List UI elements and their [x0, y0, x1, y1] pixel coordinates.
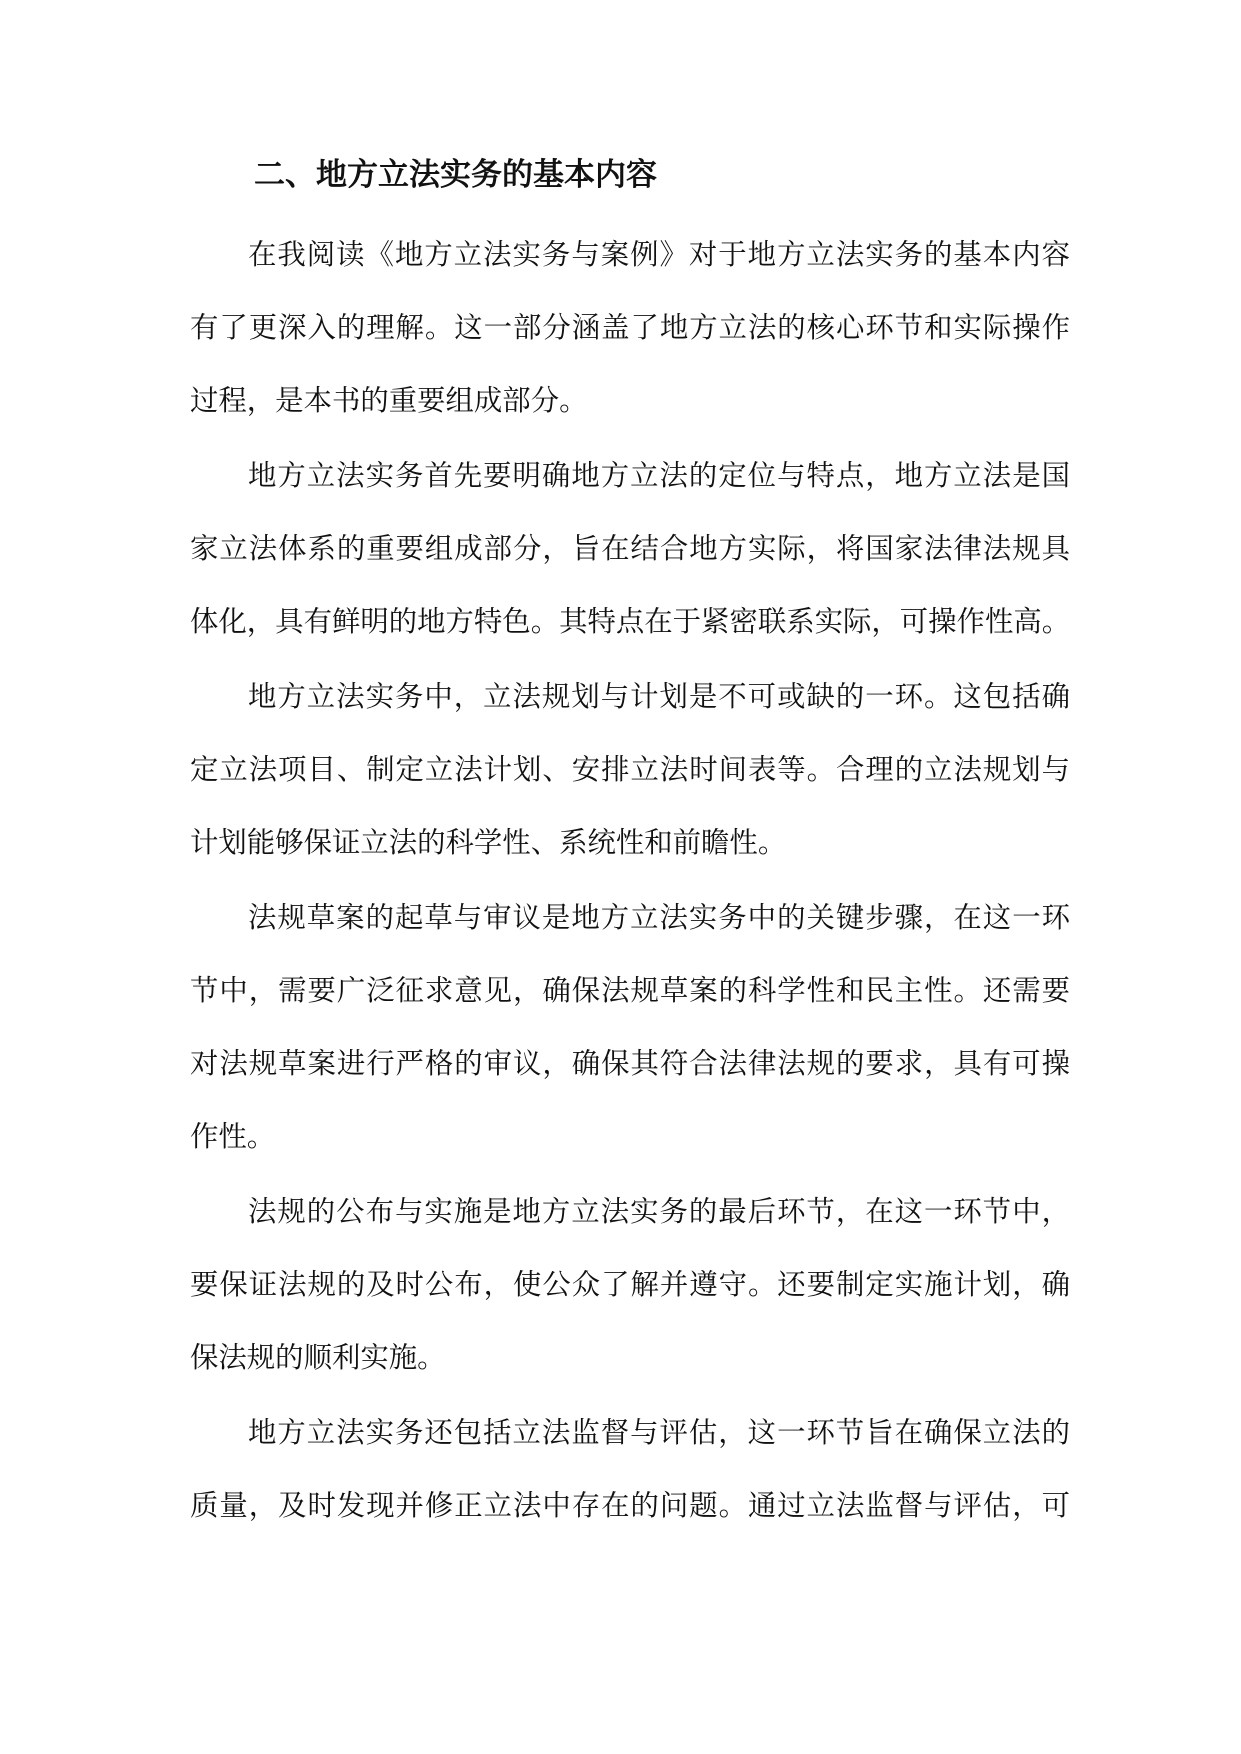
paragraph-2-line-1: 地方立法实务首先要明确地方立法的定位与特点，地方立法是国	[248, 459, 1070, 492]
paragraph-4-line-2: 节中，需要广泛征求意见，确保法规草案的科学性和民主性。还需要	[190, 974, 1070, 1007]
paragraph-5-line-1: 法规的公布与实施是地方立法实务的最后环节，在这一环节中，	[248, 1195, 1070, 1228]
paragraph-1-line-3: 过程，是本书的重要组成部分。	[190, 384, 588, 417]
paragraph-5-line-3: 保法规的顺利实施。	[190, 1341, 446, 1374]
paragraph-3-line-3: 计划能够保证立法的科学性、系统性和前瞻性。	[190, 826, 787, 859]
paragraph-2-line-2: 家立法体系的重要组成部分，旨在结合地方实际，将国家法律法规具	[190, 532, 1070, 565]
paragraph-3-line-1: 地方立法实务中，立法规划与计划是不可或缺的一环。这包括确	[248, 680, 1070, 713]
paragraph-6-line-1: 地方立法实务还包括立法监督与评估，这一环节旨在确保立法的	[248, 1416, 1070, 1449]
paragraph-4-line-3: 对法规草案进行严格的审议，确保其符合法律法规的要求，具有可操	[190, 1047, 1070, 1080]
paragraph-4-line-1: 法规草案的起草与审议是地方立法实务中的关键步骤，在这一环	[248, 901, 1070, 934]
paragraph-1-line-2: 有了更深入的理解。这一部分涵盖了地方立法的核心环节和实际操作	[190, 311, 1070, 344]
paragraph-3-line-2: 定立法项目、制定立法计划、安排立法时间表等。合理的立法规划与	[190, 753, 1070, 786]
paragraph-5-line-2: 要保证法规的及时公布，使公众了解并遵守。还要制定实施计划，确	[190, 1268, 1070, 1301]
paragraph-2-line-3: 体化，具有鲜明的地方特色。其特点在于紧密联系实际，可操作性高。	[190, 605, 1071, 638]
paragraph-6-line-2: 质量，及时发现并修正立法中存在的问题。通过立法监督与评估，可	[190, 1489, 1070, 1522]
paragraph-1-line-1: 在我阅读《地方立法实务与案例》对于地方立法实务的基本内容	[248, 238, 1070, 271]
section-heading: 二、地方立法实务的基本内容	[254, 157, 657, 193]
paragraph-4-line-4: 作性。	[190, 1120, 276, 1153]
